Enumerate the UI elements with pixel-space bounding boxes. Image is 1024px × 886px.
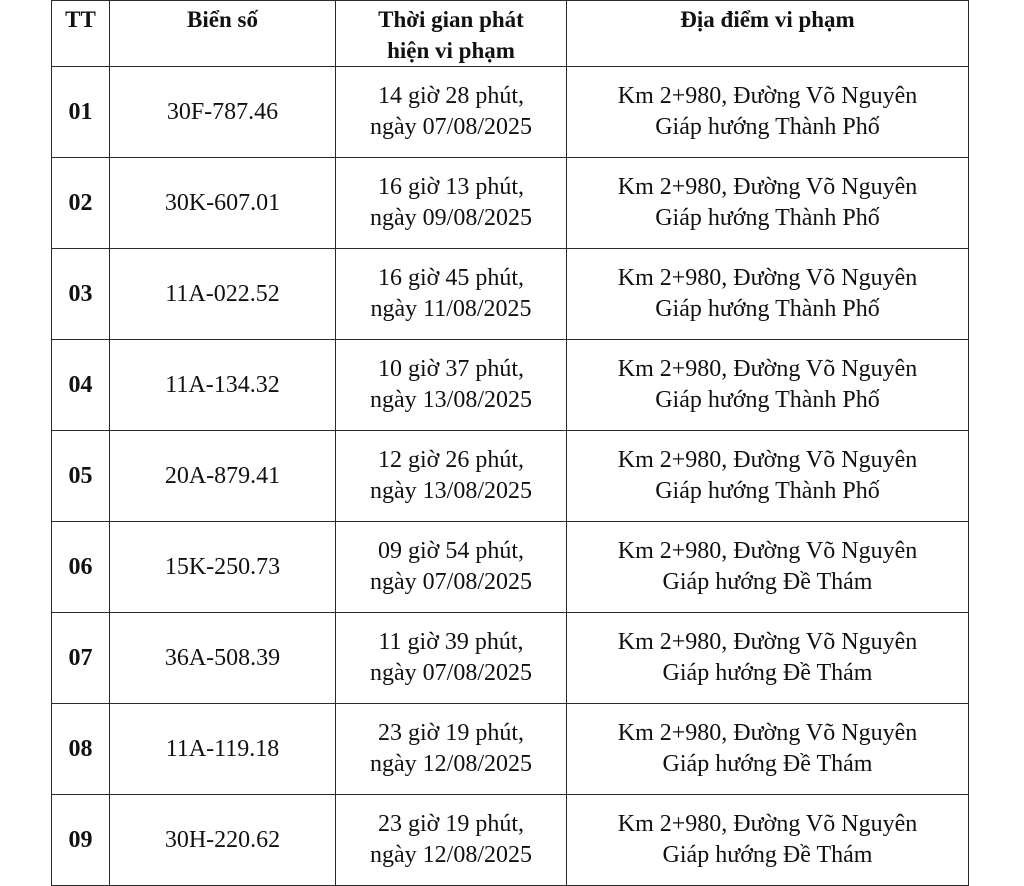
table-body <box>52 67 969 886</box>
violation-time-date: ngày 07/08/2025 <box>370 660 532 686</box>
violation-location <box>567 704 969 795</box>
violation-time-hour: 12 giờ 26 phút, <box>377 447 525 473</box>
violation-location <box>567 613 969 704</box>
header-row <box>52 1 969 67</box>
violation-location-direction: Giáp hướng Thành Phố <box>655 387 880 413</box>
header-location: Địa điểm vi phạm <box>567 1 969 67</box>
table-row <box>52 340 969 431</box>
header-plate: Biển số <box>110 1 336 67</box>
violation-location <box>567 158 969 249</box>
row-number: 07 <box>52 613 110 704</box>
violation-time-date: ngày 12/08/2025 <box>370 751 532 777</box>
row-number: 08 <box>52 704 110 795</box>
header-tt: TT <box>52 1 110 67</box>
table-header <box>52 1 969 67</box>
violation-time-hour: 16 giờ 13 phút, <box>377 174 525 200</box>
violation-time-date: ngày 13/08/2025 <box>370 478 532 504</box>
violation-location-direction: Giáp hướng Đề Thám <box>662 569 873 595</box>
table-row <box>52 158 969 249</box>
row-number: 02 <box>52 158 110 249</box>
violations-table <box>51 0 969 886</box>
violation-time-hour: 11 giờ 39 phút, <box>378 629 524 655</box>
violation-location <box>567 249 969 340</box>
violation-time-date: ngày 13/08/2025 <box>370 387 532 413</box>
violation-time-hour: 16 giờ 45 phút, <box>377 265 525 291</box>
violation-time-hour: 10 giờ 37 phút, <box>377 356 525 382</box>
violation-time-date: ngày 07/08/2025 <box>370 569 532 595</box>
row-number: 06 <box>52 522 110 613</box>
table-row <box>52 613 969 704</box>
violation-location <box>567 522 969 613</box>
license-plate: 20A-879.41 <box>110 431 336 522</box>
violations-table-container <box>51 0 969 886</box>
table-row <box>52 522 969 613</box>
license-plate: 15K-250.73 <box>110 522 336 613</box>
table-row <box>52 704 969 795</box>
table-row <box>52 67 969 158</box>
violation-time <box>336 522 567 613</box>
violation-location-direction: Giáp hướng Đề Thám <box>662 842 873 868</box>
violation-location-direction: Giáp hướng Thành Phố <box>655 478 880 504</box>
violation-location-direction: Giáp hướng Thành Phố <box>655 114 880 140</box>
violation-location-road: Km 2+980, Đường Võ Nguyên <box>617 720 918 746</box>
violation-location-road: Km 2+980, Đường Võ Nguyên <box>617 447 918 473</box>
license-plate: 30H-220.62 <box>110 795 336 886</box>
violation-location-road: Km 2+980, Đường Võ Nguyên <box>617 83 918 109</box>
violation-time-date: ngày 07/08/2025 <box>370 114 532 140</box>
header-time <box>336 1 567 67</box>
violation-location-direction: Giáp hướng Thành Phố <box>655 205 880 231</box>
license-plate: 30K-607.01 <box>110 158 336 249</box>
violation-location-road: Km 2+980, Đường Võ Nguyên <box>617 538 918 564</box>
table-row <box>52 249 969 340</box>
violation-time <box>336 431 567 522</box>
violation-time-date: ngày 09/08/2025 <box>370 205 532 231</box>
table-row <box>52 795 969 886</box>
violation-time <box>336 704 567 795</box>
violation-time-hour: 09 giờ 54 phút, <box>377 538 525 564</box>
row-number: 04 <box>52 340 110 431</box>
license-plate: 36A-508.39 <box>110 613 336 704</box>
violation-location <box>567 340 969 431</box>
violation-time-date: ngày 12/08/2025 <box>370 842 532 868</box>
violation-time-hour: 23 giờ 19 phút, <box>377 811 525 837</box>
row-number: 03 <box>52 249 110 340</box>
violation-time <box>336 613 567 704</box>
violation-time <box>336 340 567 431</box>
violation-location <box>567 67 969 158</box>
row-number: 05 <box>52 431 110 522</box>
violation-location-road: Km 2+980, Đường Võ Nguyên <box>617 356 918 382</box>
row-number: 09 <box>52 795 110 886</box>
violation-location <box>567 795 969 886</box>
license-plate: 11A-134.32 <box>110 340 336 431</box>
violation-time <box>336 249 567 340</box>
table-row <box>52 431 969 522</box>
violation-time <box>336 67 567 158</box>
violation-location-road: Km 2+980, Đường Võ Nguyên <box>617 174 918 200</box>
violation-location-road: Km 2+980, Đường Võ Nguyên <box>617 629 918 655</box>
violation-time <box>336 795 567 886</box>
header-time-line1: Thời gian phát <box>378 7 524 32</box>
header-time-line2: hiện vi phạm <box>387 38 515 63</box>
license-plate: 11A-119.18 <box>110 704 336 795</box>
violation-location-road: Km 2+980, Đường Võ Nguyên <box>617 265 918 291</box>
violation-location-direction: Giáp hướng Đề Thám <box>662 751 873 777</box>
license-plate: 11A-022.52 <box>110 249 336 340</box>
violation-time <box>336 158 567 249</box>
row-number: 01 <box>52 67 110 158</box>
violation-time-hour: 14 giờ 28 phút, <box>377 83 525 109</box>
violation-location-road: Km 2+980, Đường Võ Nguyên <box>617 811 918 837</box>
license-plate: 30F-787.46 <box>110 67 336 158</box>
violation-location-direction: Giáp hướng Đề Thám <box>662 660 873 686</box>
violation-location <box>567 431 969 522</box>
violation-time-hour: 23 giờ 19 phút, <box>377 720 525 746</box>
violation-time-date: ngày 11/08/2025 <box>370 296 532 322</box>
violation-location-direction: Giáp hướng Thành Phố <box>655 296 880 322</box>
